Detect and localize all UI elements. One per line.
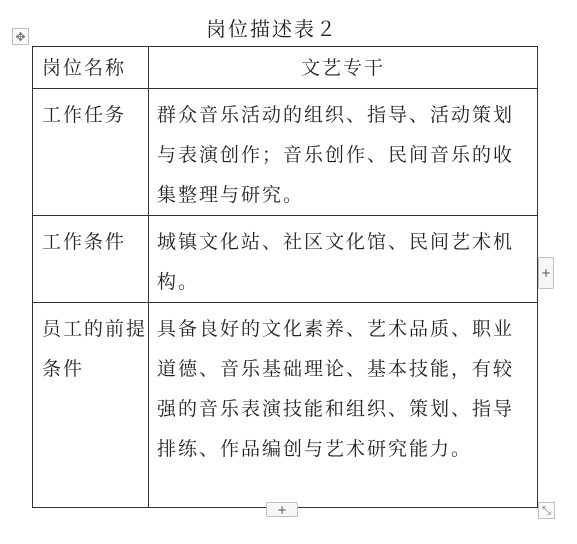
header-value-cell[interactable]	[149, 47, 538, 89]
row-label-text: 员工的前提条件	[42, 318, 148, 380]
row-label-cell[interactable]	[33, 89, 149, 216]
row-label-text: 工作条件	[42, 231, 127, 253]
table-row	[33, 216, 538, 303]
table-row	[33, 89, 538, 216]
add-column-button[interactable]: +	[538, 257, 554, 289]
row-content-text: 城镇文化站、社区文化馆、民间艺术机构。	[157, 231, 515, 293]
row-content-cell[interactable]	[149, 303, 538, 508]
add-row-button[interactable]: +	[266, 502, 298, 517]
row-content-cell[interactable]	[149, 216, 538, 303]
table-move-handle-icon[interactable]: ✥	[12, 28, 29, 45]
header-value-text: 文艺专干	[300, 57, 385, 79]
table-resize-handle-icon[interactable]: ⤡	[538, 502, 555, 519]
table-row	[33, 47, 538, 89]
table-row	[33, 303, 538, 508]
row-content-text: 具备良好的文化素养、艺术品质、职业道德、音乐基础理论、基本技能，有较强的音乐表演技能和组织、策划、指导排练、作品编创与艺术研究能力。	[157, 318, 515, 460]
header-label-text: 岗位名称	[42, 57, 127, 79]
row-label-cell[interactable]	[33, 216, 149, 303]
row-content-cell[interactable]	[149, 89, 538, 216]
row-label-cell[interactable]	[33, 303, 149, 508]
row-label-text: 工作任务	[42, 104, 127, 126]
row-content-text: 群众音乐活动的组织、指导、活动策划与表演创作；音乐创作、民间音乐的收集整理与研究。	[157, 104, 515, 206]
header-label-cell[interactable]	[33, 47, 149, 89]
table-title: 岗位描述表２	[206, 17, 338, 41]
job-description-table	[32, 46, 538, 508]
